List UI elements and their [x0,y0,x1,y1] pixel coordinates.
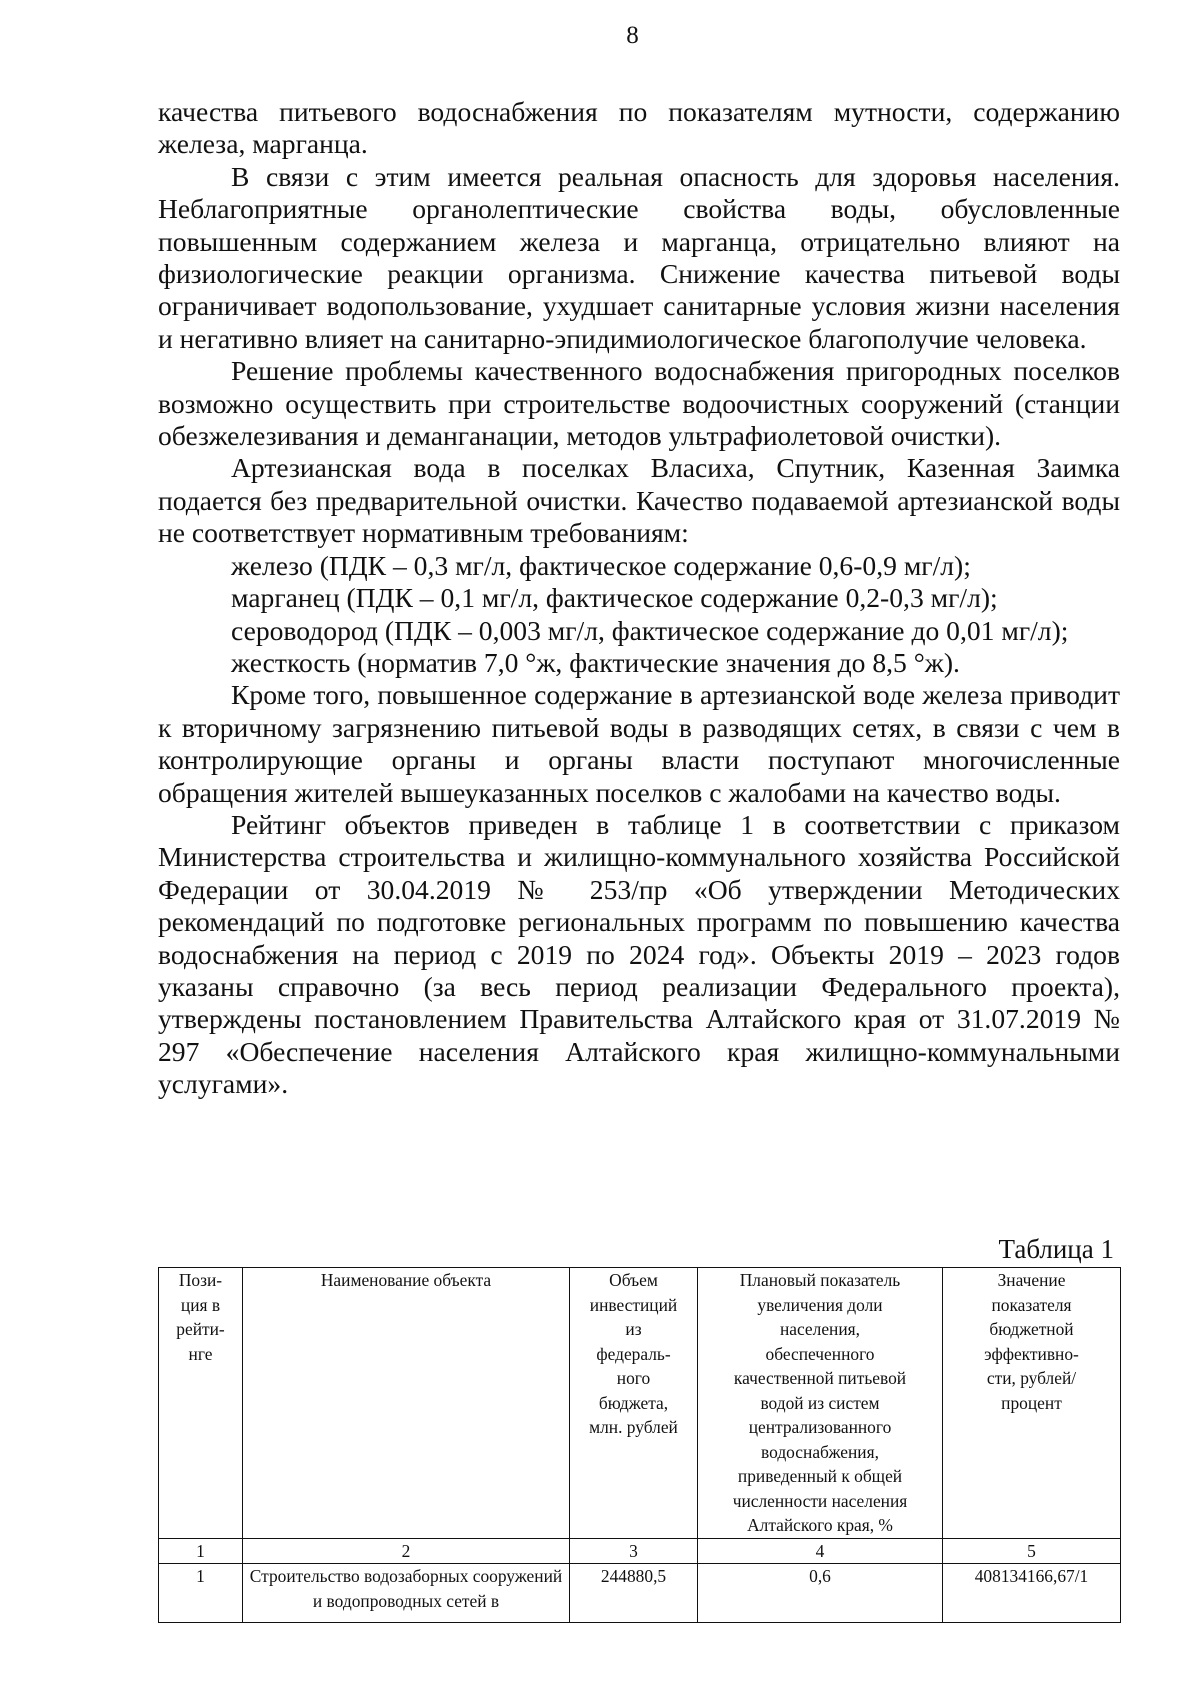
body-text [158,96,1120,1101]
column-number: 3 [570,1538,698,1564]
table-cell: 244880,5 [570,1564,698,1623]
paragraph: качества питьевого водоснабжения по показателям мутности, содержанию железа, марганца. [158,96,1120,160]
paragraph: Рейтинг объектов приведен в таблице 1 в соответствии с приказом Министерства строительства и жилищно-коммунального хозяйства Российской Федерации от 30.04.2019 № 253/пр «Об утверждении Методических рекомендаций по подготовке региональных программ по повышению качества водоснабжения на период с 2019 по 2024 год». Объекты 2019 – 2023 годов указаны справочно (за весь период реализации Федерального проекта), утверждены постановлением Правительства Алтайского края от 31.07.2019 № 297 «Обеспечение населения Алтайского края жилищно-коммунальными услугами». [158,808,1120,1100]
header-cell: Значение показателя бюджетной эффективно- сти, рублей/ процент [943,1268,1121,1539]
table-row [159,1564,1121,1623]
column-number: 1 [159,1538,243,1564]
paragraph: В связи с этим имеется реальная опасность для здоровья населения. Неблагоприятные органолептические свойства воды, обусловленные повышенным содержанием железа и марганца, отрицательно влияют на физиологические реакции организма. Снижение качества питьевой воды ограничивает водопользование, ухудшает санитарные условия жизни населения и негативно влияет на санитарно-эпидимиологическое благополучие человека. [158,160,1120,354]
header-cell: Пози- ция в рейти- нге [159,1268,243,1539]
column-number: 2 [243,1538,570,1564]
page-number: 8 [626,22,639,49]
header-cell: Наименование объекта [243,1268,570,1539]
table-cell: 408134166,67/1 [943,1564,1121,1623]
table-cell: 1 [159,1564,243,1623]
table-header-row [159,1268,1121,1539]
paragraph: Кроме того, повышенное содержание в артезианской воде железа приводит к вторичному загрязнению питьевой воды в разводящих сетях, в связи с чем в контролирующие органы и органы власти поступают многочисленные обращения жителей вышеуказанных поселков с жалобами на качество воды. [158,679,1120,808]
header-cell: Плановый показатель увеличения доли населения, обеспеченного качественной питьевой водой из систем централизованного водоснабжения, приведенный к общей численности населения Алтайского края, % [698,1268,943,1539]
table-cell: Строительство водозаборных сооружений и водопроводных сетей в [243,1564,570,1623]
list-item: железо (ПДК – 0,3 мг/л, фактическое содержание 0,6-0,9 мг/л); [231,549,971,581]
data-table [158,1267,1121,1623]
paragraph: Артезианская вода в поселках Власиха, Спутник, Казенная Заимка подается без предварительной очистки. Качество подаваемой артезианской воды не соответствует нормативным требованиям: [158,452,1120,549]
list-item: сероводород (ПДК – 0,003 мг/л, фактическое содержание до 0,01 мг/л); [231,614,1069,646]
column-number: 4 [698,1538,943,1564]
table-cell: 0,6 [698,1564,943,1623]
column-number-row [159,1538,1121,1564]
table-caption: Таблица 1 [998,1234,1114,1264]
header-cell: Объем инвестиций из федераль- ного бюджета, млн. рублей [570,1268,698,1539]
list-item: жесткость (норматив 7,0 °ж, фактические значения до 8,5 °ж). [231,646,960,678]
column-number: 5 [943,1538,1121,1564]
paragraph: Решение проблемы качественного водоснабжения пригородных поселков возможно осуществить при строительстве водоочистных сооружений (станции обезжелезивания и деманганации, методов ультрафиолетовой очистки). [158,355,1120,452]
list-item: марганец (ПДК – 0,1 мг/л, фактическое содержание 0,2-0,3 мг/л); [231,582,998,614]
